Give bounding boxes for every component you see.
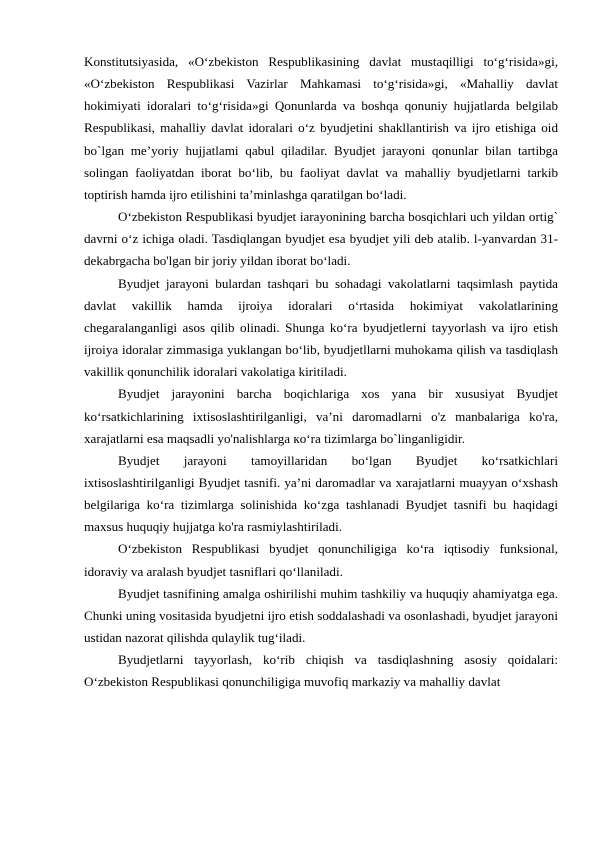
paragraph-5: Byudjet jarayoni tamoyillaridan bo‘lgan Byudjet ko‘rsatkichlari ixtisoslashtirilganligi Byudjet tasnifi. ya’ni daromadlar va xarajatlarni muayyan o‘xshash belgilariga ko‘ra tizimlarga solinishida ko‘zga tashlanadi Byudjet tasnifi bu haqidagi maxsus huquqiy hujjatga ko'ra rasmiylashtiriladi. xyxy=(84,452,558,535)
paragraph-3: Byudjet jarayoni bulardan tashqari bu sohadagi vakolatlarni taqsimlash paytida davlat vakillik hamda ijroiya idoralari o‘rtasida hokimiyat vakolatlarining chegaralanganligi asos qilib olinadi. Shunga ko‘ra byudjetlerni tayyorlash va ijro etish ijroiya idoralar zimmasiga yuklangan bo‘lib, byudjetllarni muhokama qilish va tasdiqlash vakillik qonunchilik idoralari vakolatiga kiritiladi. xyxy=(84,275,558,380)
document-page xyxy=(84,51,558,694)
paragraph-6: O‘zbekiston Respublikasi byudjet qonunchiligiga ko‘ra iqtisodiy funksional, idoraviy va aralash byudjet tasniflari qo‘llaniladi. xyxy=(84,541,558,579)
paragraph-2: O‘zbekiston Respublikasi byudjet iarayonining barcha bosqichlari uch yildan ortig` davrni o‘z ichiga oladi. Tasdiqlangan byudjet esa byudjet yili deb atalib. l-yanvardan 31-dekabrgacha bo'lgan bir joriy yildan iborat bo‘ladi. xyxy=(84,209,558,269)
paragraph-8: Byudjetlarni tayyorlash, ko‘rib chiqish va tasdiqlashning asosiy qoidalari: O‘zbekiston Respublikasi qonunchiligiga muvofiq markaziy va mahalliy davlat xyxy=(84,652,558,690)
paragraph-7: Byudjet tasnifining amalga oshirilishi muhim tashkiliy va huquqiy ahamiyatga ega. Chunki uning vositasida byudjetni ijro etish soddalashadi va osonlashadi, byudjet jarayoni ustidan nazorat qilishda qulaylik tug‘iladi. xyxy=(84,585,558,646)
paragraph-1: Konstitutsiyasida, «O‘zbekiston Respublikasining davlat mustaqilligi to‘g‘risida»gi, «O‘zbekiston Respublikasi Vazirlar Mahkamasi to‘g‘risida»gi, «Mahalliy davlat hokimiyati idoralari to‘g‘risida»gi Qonunlarda va boshqa qonuniy hujjatlarda belgilab Respublikasi, mahalliy davlat idoralari o‘z byudjetini shakllantirish va ijro etishiga oid bo`lgan me’yoriy hujjatlami qabul qiladilar. Byudjet jarayoni qonunlar bilan tartibga solingan faoliyatdan iborat bo‘lib, bu faoliyat davlat va mahalliy byudjetlarni tarkib toptirish hamda ijro etilishini ta’minlashga qaratilgan bo‘ladi. xyxy=(84,54,558,202)
paragraph-4: Byudjet jarayonini barcha boqichlariga xos yana bir xususiyat Byudjet ko‘rsatkichlarining ixtisoslashtirilganligi, va’ni daromadlarni o'z manbalariga ko'ra, xarajatlarni esa maqsadli yo'nalishlarga кo‘ra tizimlarga bo`linganligidir. xyxy=(84,386,558,446)
